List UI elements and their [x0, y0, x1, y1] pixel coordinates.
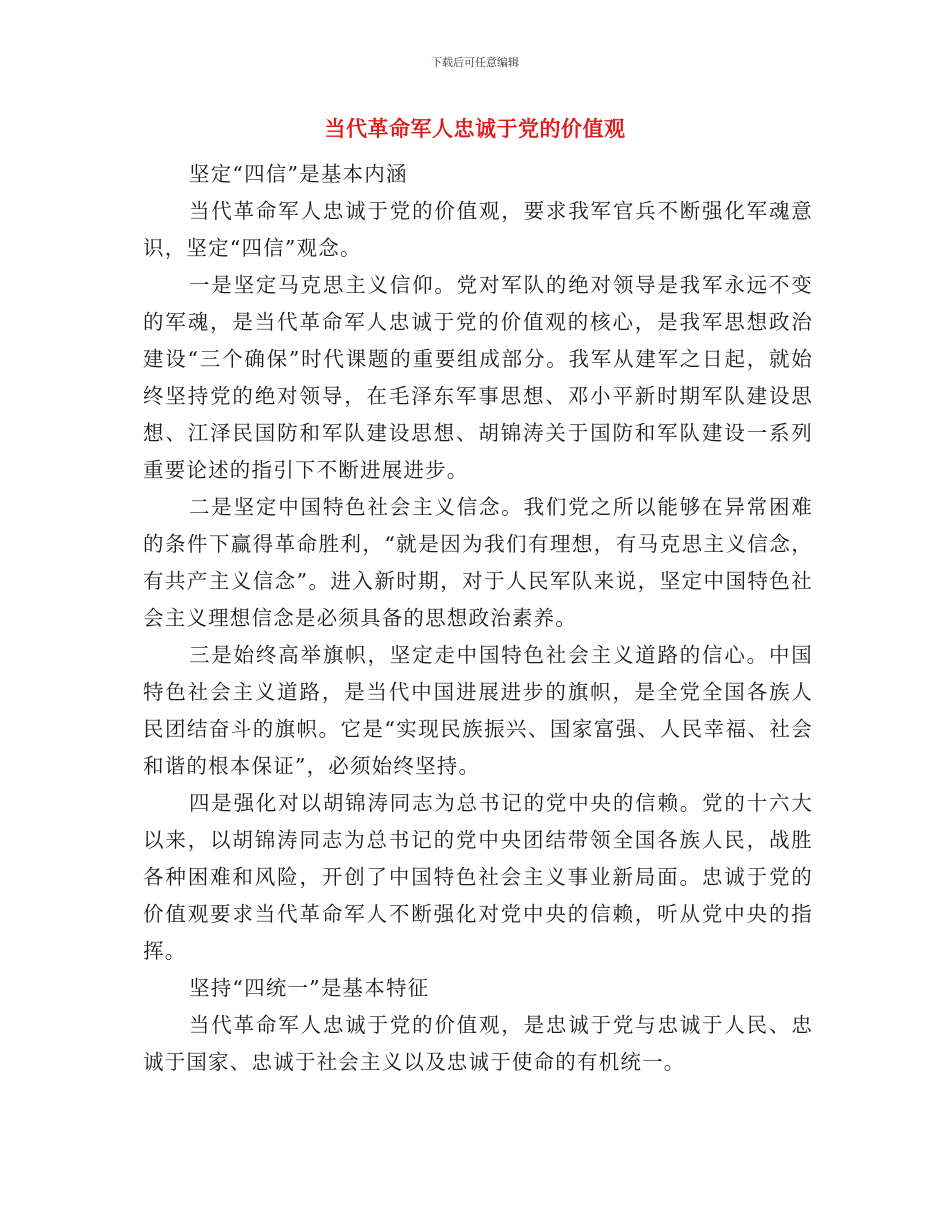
header-note: 下载后可任意编辑 — [431, 56, 519, 69]
paragraph-socialist-road: 三是始终高举旗帜，坚定走中国特色社会主义道路的信心。中国特色社会主义道路，是当代中国进展进步的旗帜，是全党全国各族人民团结奋斗的旗帜。它是“实现民族振兴、国家富强、人民幸福、社会和谐的根本保证”，必须始终坚持。 — [143, 643, 813, 778]
section-heading-four-unities: 坚持“四统一”是基本特征 — [189, 976, 430, 1000]
paragraph-marxism-belief: 一是坚定马克思主义信仰。党对军队的绝对领导是我军永远不变的军魂，是当代革命军人忠诚于党的价值观的核心，是我军思想政治建设“三个确保”时代课题的重要组成部分。我军从建军之日起，就始终坚持党的绝对领导，在毛泽东军事思想、邓小平新时期军队建设思想、江泽民国防和军队建设思想、胡锦涛关于国防和军队建设一系列重要论述的指引下不断进展进步。 — [143, 273, 813, 482]
paragraph-trust-central-committee: 四是强化对以胡锦涛同志为总书记的党中央的信赖。党的十六大以来，以胡锦涛同志为总书记的党中央团结带领全国各族人民，战胜各种困难和风险，开创了中国特色社会主义事业新局面。忠诚于党的价值观要求当代革命军人不断强化对党中央的信赖，听从党中央的指挥。 — [143, 791, 813, 963]
section-heading-four-beliefs: 坚定“四信”是基本内涵 — [189, 162, 408, 186]
document-body — [143, 156, 813, 1081]
paragraph-socialism-belief: 二是坚定中国特色社会主义信念。我们党之所以能够在异常困难的条件下赢得革命胜利，“就是因为我们有理想，有马克思主义信念，有共产主义信念”。进入新时期，对于人民军队来说，坚定中国特色社会主义理想信念是必须具备的思想政治素养。 — [143, 495, 813, 630]
paragraph-four-unities: 当代革命军人忠诚于党的价值观，是忠诚于党与忠诚于人民、忠诚于国家、忠诚于社会主义以及忠诚于使命的有机统一。 — [143, 1013, 813, 1074]
document-title: 当代革命军人忠诚于党的价值观 — [324, 117, 626, 141]
paragraph-intro-four-beliefs: 当代革命军人忠诚于党的价值观，要求我军官兵不断强化军魂意识，坚定“四信”观念。 — [143, 199, 813, 260]
